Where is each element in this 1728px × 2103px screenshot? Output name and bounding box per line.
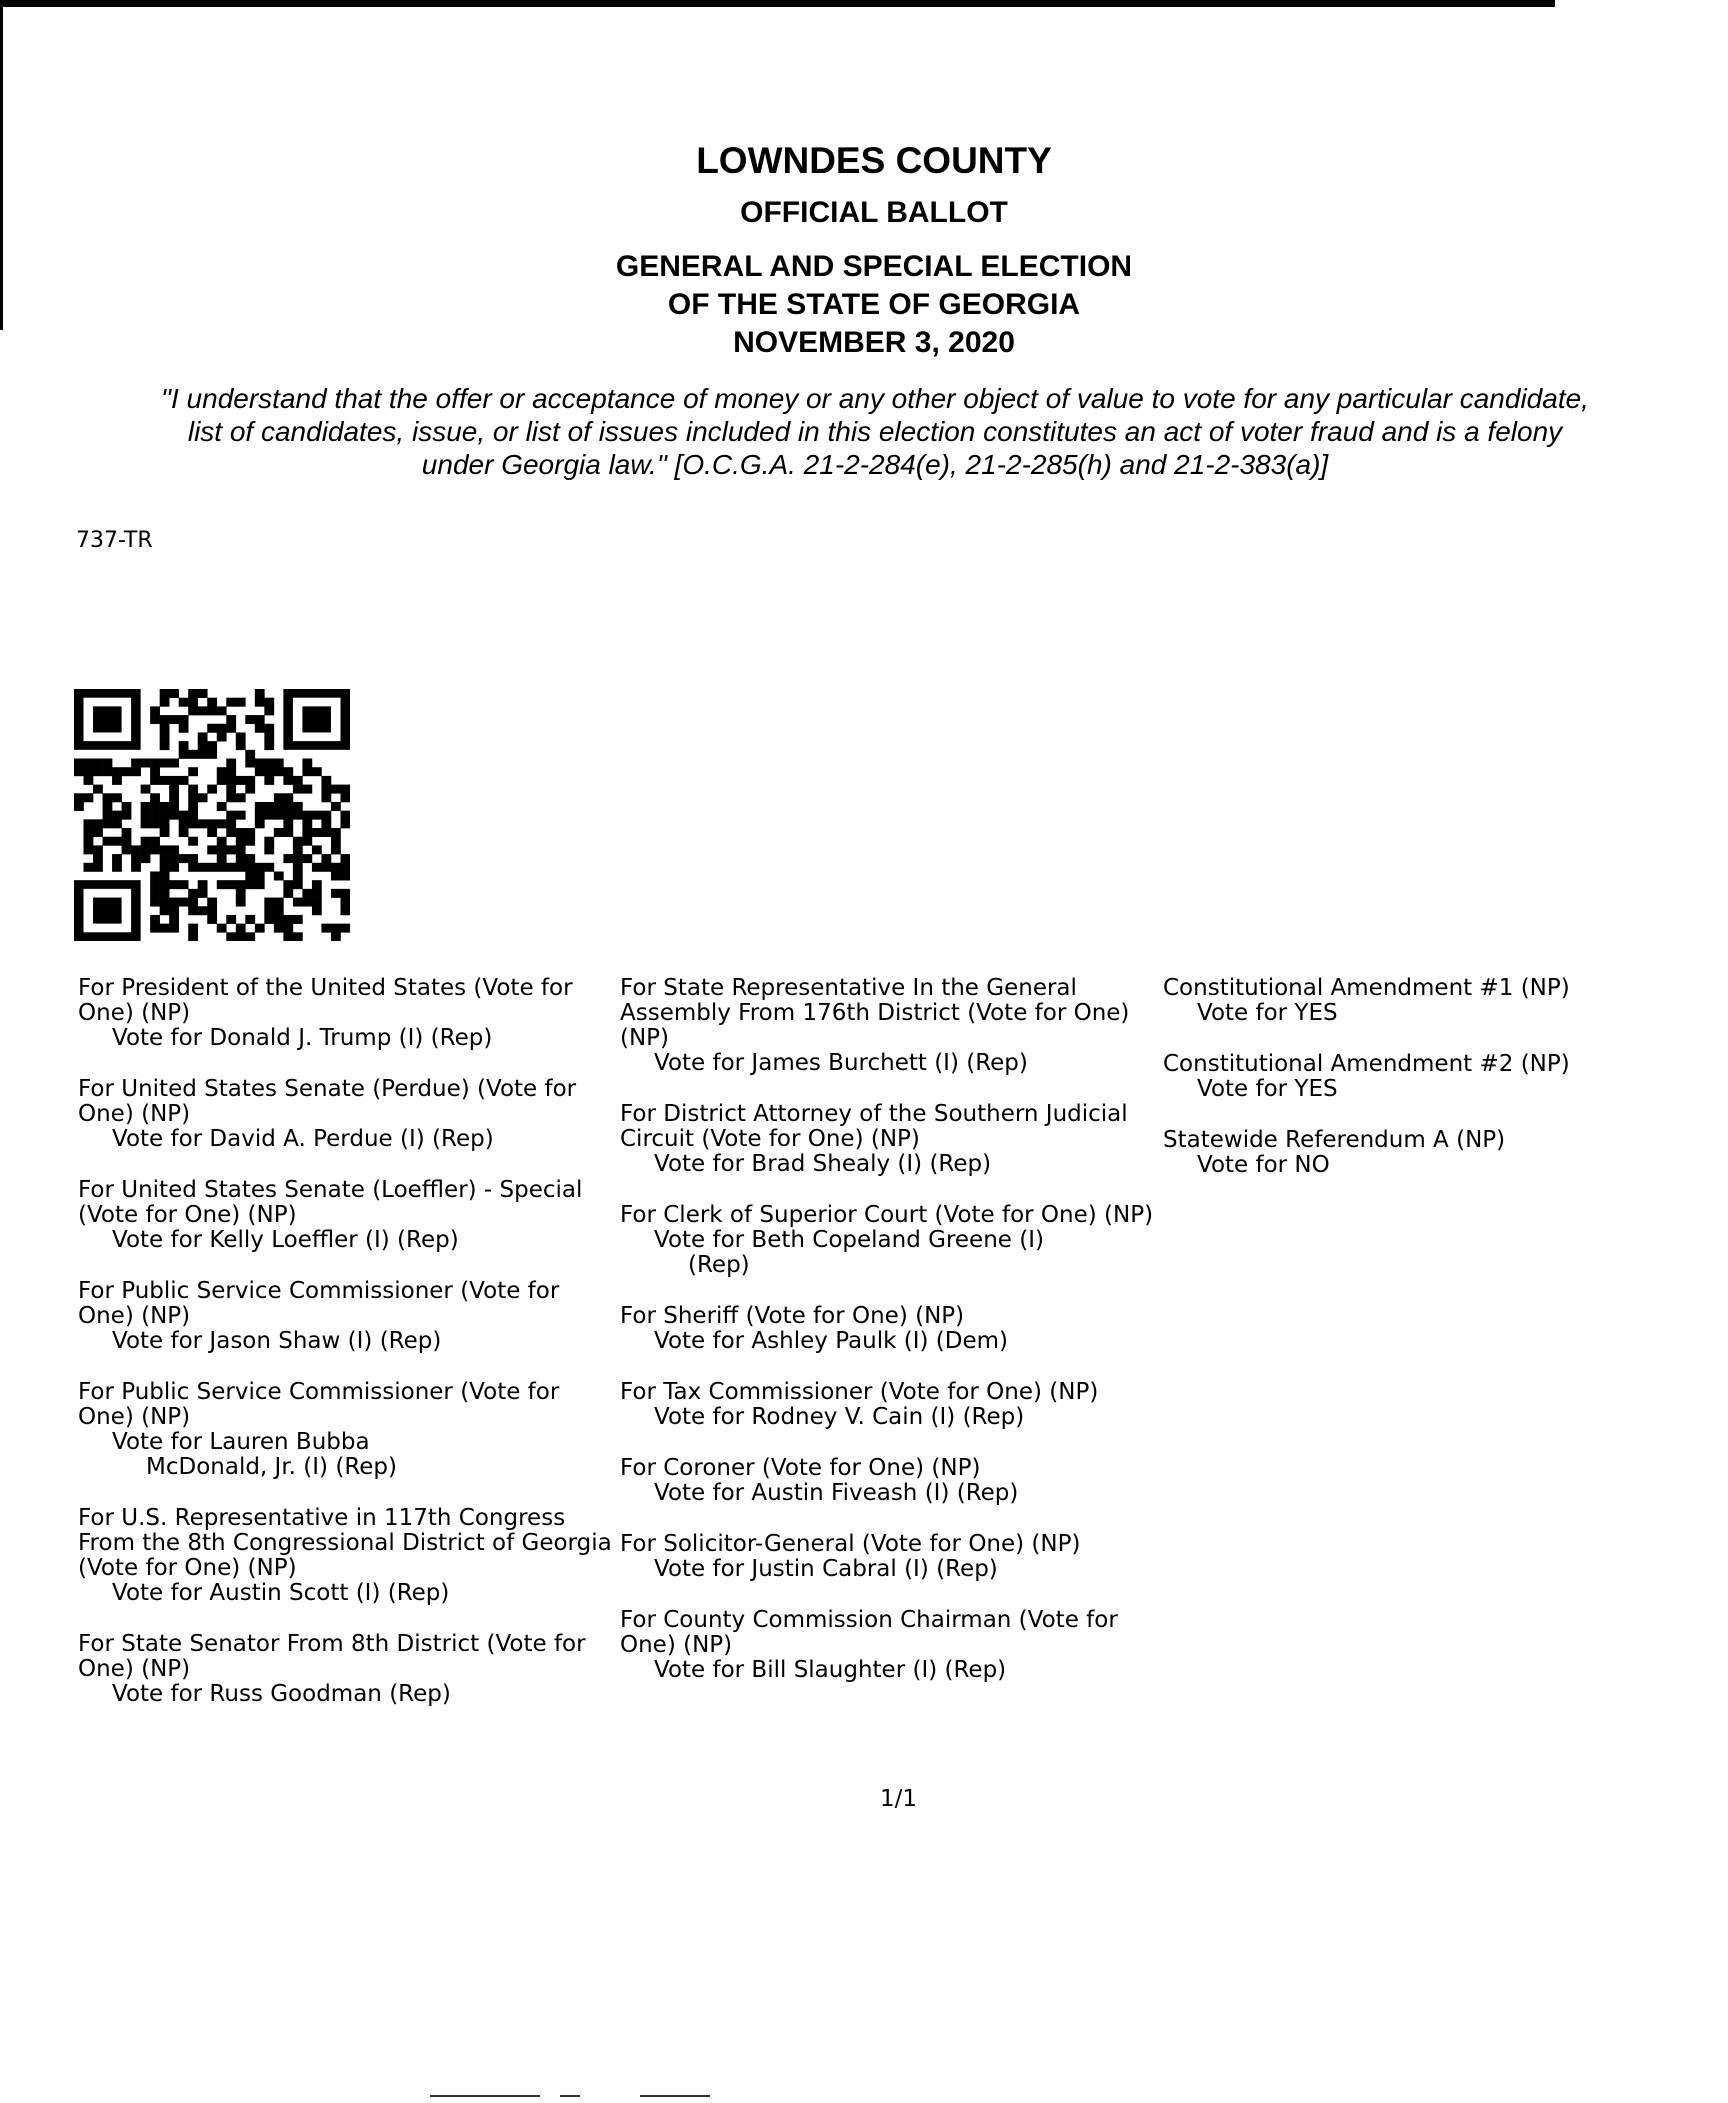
election-date: NOVEMBER 3, 2020 (733, 326, 1015, 359)
selection-text: Vote for NO (1197, 1152, 1330, 1178)
contest-title: Statewide Referendum A (NP) (1163, 1127, 1506, 1153)
ballot-style-id: 737-TR (76, 528, 153, 553)
contest-block (620, 1456, 1170, 1506)
selection-text: Vote for Russ Goodman (Rep) (112, 1681, 451, 1707)
contest-title: For County Commission Chairman (Vote for One) (NP) (620, 1607, 1118, 1658)
contest-block (78, 1380, 618, 1480)
contest-block (620, 1608, 1170, 1683)
contest-block (1163, 1128, 1703, 1178)
selection-text: Vote for Bill Slaughter (I) (Rep) (654, 1657, 1007, 1683)
contest-title: For Coroner (Vote for One) (NP) (620, 1455, 981, 1481)
selection-text: Vote for Austin Scott (I) (Rep) (112, 1580, 450, 1606)
selection-text: Vote for Ashley Paulk (I) (Dem) (654, 1328, 1008, 1354)
contest-title: For Public Service Commissioner (Vote for One) (NP) (78, 1278, 560, 1329)
statement-line: list of candidates, issue, or list of issues included in this election constitutes an act of voter fraud and is a felony (187, 416, 1563, 447)
contest-block (78, 1632, 618, 1707)
selection-text: Vote for Donald J. Trump (I) (Rep) (112, 1025, 493, 1051)
selection-text: Vote for Jason Shaw (I) (Rep) (112, 1328, 442, 1354)
selection-text-continued: McDonald, Jr. (I) (Rep) (146, 1454, 397, 1480)
voter-selection (620, 1152, 1170, 1177)
voter-selection (620, 1481, 1170, 1506)
contest-title: For Solicitor-General (Vote for One) (NP) (620, 1531, 1081, 1557)
contest-title: For U.S. Representative in 117th Congress From the 8th Congressional District of Georgia (Vote for One) (NP) (78, 1505, 612, 1581)
selection-text: Vote for Austin Fiveash (I) (Rep) (654, 1480, 1019, 1506)
selection-text: Vote for YES (1197, 1000, 1338, 1026)
voter-fraud-statement (70, 382, 1680, 481)
contest-block (620, 1532, 1170, 1582)
selection-text: Vote for Brad Shealy (I) (Rep) (654, 1151, 992, 1177)
contest-title: For State Representative In the General Assembly From 176th District (Vote for One) (NP) (620, 975, 1130, 1051)
contest-title: For United States Senate (Loeffler) - Special (Vote for One) (NP) (78, 1177, 583, 1228)
voter-selection (620, 1051, 1170, 1076)
voter-selection (1163, 1001, 1703, 1026)
contest-title: Constitutional Amendment #2 (NP) (1163, 1051, 1570, 1077)
contest-block (620, 1102, 1170, 1177)
contest-block (78, 976, 618, 1051)
contest-title: For Sheriff (Vote for One) (NP) (620, 1303, 965, 1329)
selection-text: Vote for Beth Copeland Greene (I) (654, 1227, 1044, 1253)
contest-block (620, 1304, 1170, 1354)
ballot-header (0, 140, 1728, 362)
contest-block (78, 1077, 618, 1152)
contest-column-2 (620, 976, 1170, 1709)
voter-selection (620, 1658, 1170, 1683)
voter-selection (1163, 1077, 1703, 1102)
selection-text: Vote for YES (1197, 1076, 1338, 1102)
election-line-2: OF THE STATE OF GEORGIA (667, 288, 1081, 321)
voter-selection (78, 1127, 618, 1152)
contest-column-1 (78, 976, 618, 1733)
contest-title: For Clerk of Superior Court (Vote for One) (NP) (620, 1202, 1154, 1228)
contest-block (620, 1203, 1170, 1278)
contest-block (78, 1506, 618, 1606)
contest-title: For Public Service Commissioner (Vote for One) (NP) (78, 1379, 560, 1430)
voter-selection (78, 1329, 618, 1354)
contest-block (620, 1380, 1170, 1430)
selection-text-continued: (Rep) (688, 1252, 750, 1278)
top-border (0, 0, 1555, 7)
scan-artifact (560, 2095, 580, 2097)
contest-block (1163, 1052, 1703, 1102)
voter-selection (78, 1430, 618, 1480)
voter-selection (78, 1228, 618, 1253)
contest-title: Constitutional Amendment #1 (NP) (1163, 975, 1570, 1001)
voter-selection (620, 1329, 1170, 1354)
qr-code-icon (74, 689, 350, 941)
contest-block (78, 1178, 618, 1253)
selection-text: Vote for Lauren Bubba (112, 1429, 370, 1455)
contest-block (78, 1279, 618, 1354)
voter-selection (78, 1026, 618, 1051)
contest-column-3 (1163, 976, 1703, 1204)
voter-selection (620, 1405, 1170, 1430)
scan-artifact (640, 2095, 710, 2097)
contest-title: For United States Senate (Perdue) (Vote for One) (NP) (78, 1076, 577, 1127)
ballot-title: OFFICIAL BALLOT (740, 196, 1008, 229)
voter-selection (78, 1682, 618, 1707)
voter-selection (1163, 1153, 1703, 1178)
scan-artifact (430, 2095, 540, 2097)
contest-title: For Tax Commissioner (Vote for One) (NP) (620, 1379, 1099, 1405)
voter-selection (620, 1228, 1170, 1278)
contest-title: For State Senator From 8th District (Vote for One) (NP) (78, 1631, 586, 1682)
contest-title: For District Attorney of the Southern Judicial Circuit (Vote for One) (NP) (620, 1101, 1128, 1152)
county-title: LOWNDES COUNTY (696, 140, 1052, 181)
selection-text: Vote for Justin Cabral (I) (Rep) (654, 1556, 998, 1582)
page-number: 1/1 (880, 1786, 918, 1812)
election-line-1: GENERAL AND SPECIAL ELECTION (615, 250, 1133, 283)
selection-text: Vote for James Burchett (I) (Rep) (654, 1050, 1028, 1076)
statement-line: "I understand that the offer or acceptance of money or any other object of value to vote for any particular candidate, (161, 383, 1589, 414)
selection-text: Vote for David A. Perdue (I) (Rep) (112, 1126, 494, 1152)
selection-text: Vote for Rodney V. Cain (I) (Rep) (654, 1404, 1025, 1430)
selection-text: Vote for Kelly Loeffler (I) (Rep) (112, 1227, 459, 1253)
voter-selection (620, 1557, 1170, 1582)
contest-title: For President of the United States (Vote for One) (NP) (78, 975, 573, 1026)
statement-line: under Georgia law." [O.C.G.A. 21-2-284(e), 21-2-285(h) and 21-2-383(a)] (421, 449, 1329, 480)
contest-block (620, 976, 1170, 1076)
voter-selection (78, 1581, 618, 1606)
contest-block (1163, 976, 1703, 1026)
